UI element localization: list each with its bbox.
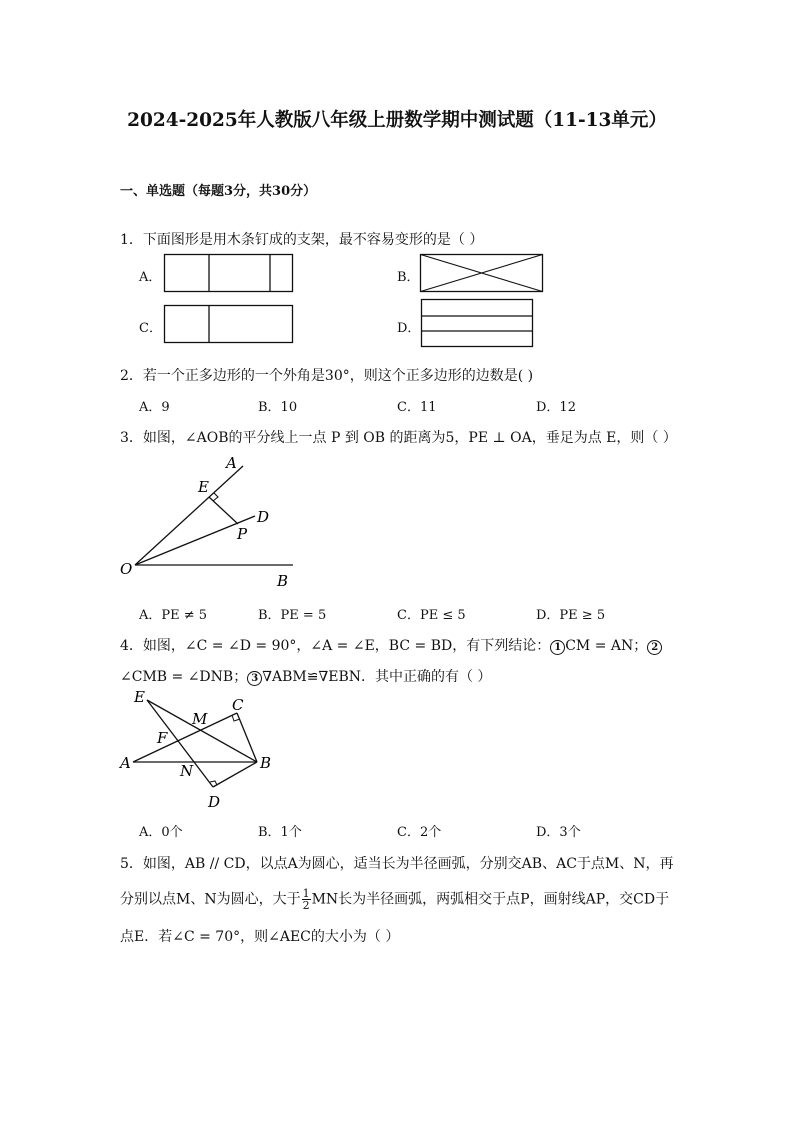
q2-option-a: A．9 bbox=[139, 400, 170, 415]
question-1-stem: 1．下面图形是用木条钉成的支架，最不容易变形的是（ ） bbox=[120, 232, 484, 248]
q4-label-e: E bbox=[134, 688, 145, 706]
q4-line2-conclusion-2: ∠CMB = ∠DNB； bbox=[120, 669, 248, 685]
q1-option-c-label: C． bbox=[139, 321, 162, 336]
q3-label-d: D bbox=[257, 508, 270, 526]
question-3-stem: 3．如图，∠AOB的平分线上一点 P 到 OB 的距离为5，PE ⊥ OA，垂足为点 E，则（ ） bbox=[120, 430, 677, 446]
q4-option-c: C．2个 bbox=[397, 825, 442, 840]
fraction-denominator: 2 bbox=[302, 899, 310, 912]
page-title: 2024-2025年人教版八年级上册数学期中测试题（11-13单元） bbox=[127, 110, 667, 131]
q1-figure-a bbox=[164, 254, 294, 294]
q4-label-m: M bbox=[192, 710, 208, 728]
question-5-line-3: 点E．若∠C = 70°，则∠AEC的大小为（ ） bbox=[120, 929, 400, 945]
q1-figure-d bbox=[421, 299, 535, 349]
q4-label-d: D bbox=[208, 793, 221, 811]
q4-option-d: D．3个 bbox=[536, 825, 581, 840]
question-4-line-2 bbox=[120, 666, 491, 686]
q2-option-d: D．12 bbox=[536, 400, 576, 415]
q1-option-d-label: D． bbox=[397, 321, 421, 336]
q4-figure bbox=[115, 688, 280, 813]
circled-number-1: 1 bbox=[550, 640, 565, 655]
question-2-stem: 2．若一个正多边形的一个外角是30°，则这个正多边形的边数是( ) bbox=[120, 368, 534, 384]
q3-label-o: O bbox=[120, 560, 133, 578]
q2-option-c: C．11 bbox=[397, 400, 437, 415]
q4-option-b: B．1个 bbox=[258, 825, 302, 840]
q1-option-b-label: B． bbox=[397, 270, 420, 285]
question-4-line-1 bbox=[120, 635, 662, 655]
section-heading: 一、单选题（每题3分，共30分） bbox=[120, 184, 317, 199]
q4-line2-conclusion-3: ∇ABM≌∇EBN．其中正确的有（ ） bbox=[262, 669, 492, 685]
q1-figure-b bbox=[420, 254, 544, 294]
q3-option-a: A．PE ≠ 5 bbox=[139, 608, 208, 623]
q3-label-p: P bbox=[237, 525, 248, 543]
q4-label-f: F bbox=[157, 729, 168, 747]
q3-label-a: A bbox=[226, 454, 237, 472]
question-5-line-1: 5．如图，AB // CD，以点A为圆心，适当长为半径画弧，分别交AB、AC于点M、N，再 bbox=[120, 856, 674, 872]
q4-label-a: A bbox=[120, 754, 131, 772]
fraction-one-half bbox=[302, 888, 311, 911]
question-5-line-2 bbox=[120, 888, 669, 911]
q4-line1-text: 4．如图，∠C = ∠D = 90°，∠A = ∠E，BC = BD，有下列结论： bbox=[120, 638, 551, 654]
q4-option-a: A．0个 bbox=[139, 825, 183, 840]
circled-number-2: 2 bbox=[647, 640, 662, 655]
q4-line1-conclusion-1: CM = AN； bbox=[565, 638, 648, 654]
q5-line2-text-b: MN长为半径画弧，两弧相交于点P，画射线AP，交CD于 bbox=[311, 891, 670, 908]
q5-line2-text-a: 分别以点M、N为圆心，大于 bbox=[120, 891, 301, 908]
q3-label-e: E bbox=[198, 478, 209, 496]
q4-label-n: N bbox=[180, 762, 194, 780]
q4-label-b: B bbox=[260, 754, 272, 772]
q3-option-d: D．PE ≥ 5 bbox=[536, 608, 606, 623]
q3-figure bbox=[115, 450, 305, 590]
q2-option-b: B．10 bbox=[258, 400, 298, 415]
q1-figure-c bbox=[164, 305, 294, 345]
q4-label-c: C bbox=[232, 696, 244, 714]
q3-option-b: B．PE = 5 bbox=[258, 608, 327, 623]
q1-option-a-label: A． bbox=[139, 270, 162, 285]
q3-option-c: C．PE ≤ 5 bbox=[397, 608, 466, 623]
circled-number-3: 3 bbox=[247, 671, 262, 686]
fraction-numerator: 1 bbox=[302, 887, 310, 900]
q3-label-b: B bbox=[277, 572, 289, 590]
